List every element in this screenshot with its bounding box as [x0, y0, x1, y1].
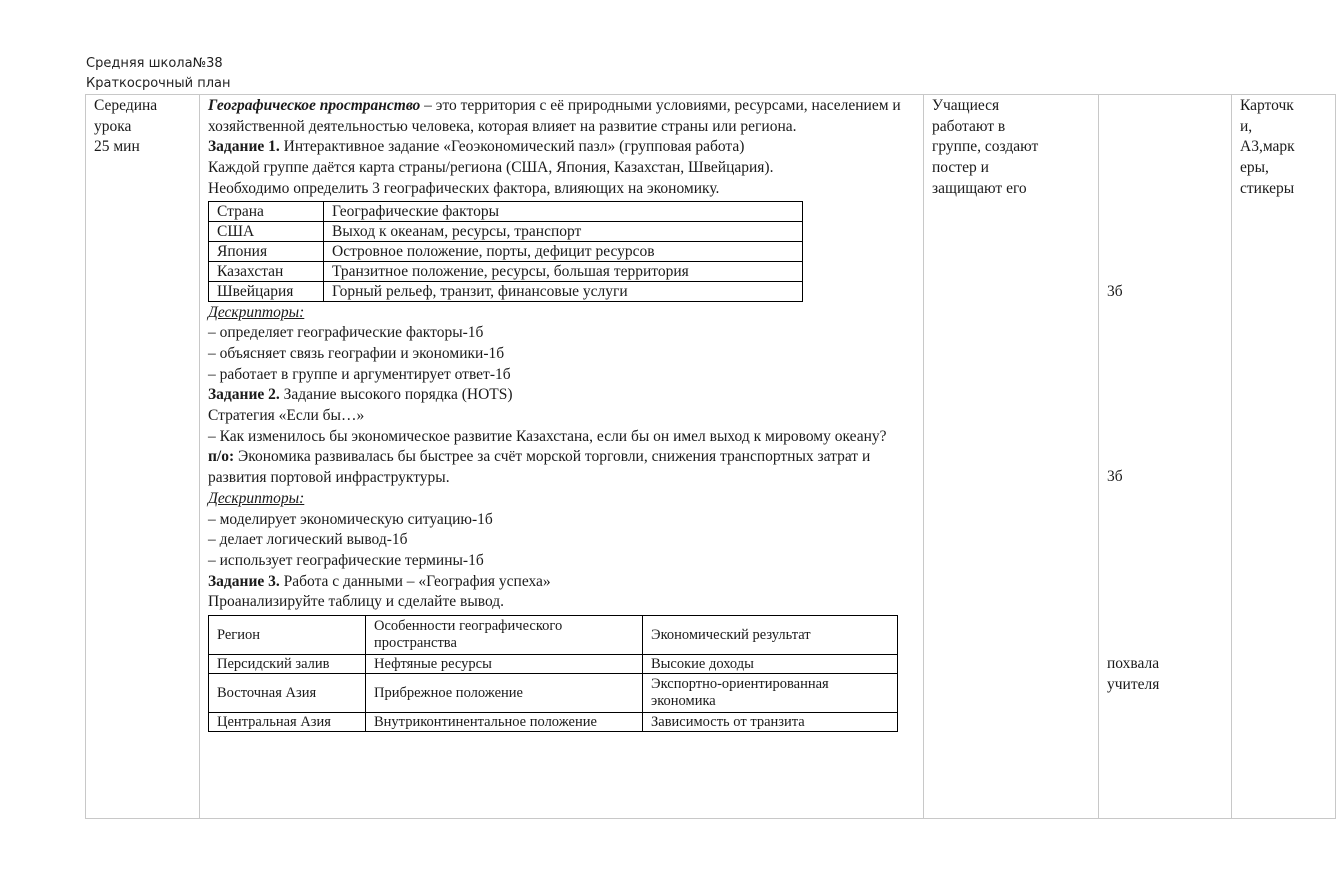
table-cell: Зависимость от транзита — [643, 713, 898, 732]
answer-label: п/о: — [208, 448, 235, 466]
task1-title: Интерактивное задание «Геоэкономический пазл» (групповая работа) — [279, 138, 745, 156]
table-row — [209, 261, 803, 281]
descriptor-item: – использует географические термины-1б — [208, 551, 484, 569]
table-header-cell: Экономический результат — [643, 616, 898, 655]
task3-heading — [208, 572, 916, 593]
task2-label: Задание 2. — [208, 386, 280, 404]
descriptors-label: Дескрипторы: — [208, 303, 305, 321]
table-cell: Прибрежное положение — [366, 674, 643, 713]
plan-title: Краткосрочный план — [86, 76, 231, 91]
task2-heading — [208, 385, 916, 406]
table-cell: Швейцария — [209, 281, 324, 301]
intro-term: Географическое пространство — [208, 97, 421, 114]
table-cell: Япония — [209, 241, 324, 261]
table-header-cell: Страна — [209, 201, 324, 221]
task2-strategy: Стратегия «Если бы…» — [208, 407, 365, 425]
score-task2: 3б — [1107, 468, 1123, 485]
descriptor-item: – делает логический вывод-1б — [208, 531, 408, 549]
task1-heading — [208, 137, 916, 158]
task1-line2: Необходимо определить 3 географических фактора, влияющих на экономику. — [208, 179, 720, 197]
table-cell: США — [209, 221, 324, 241]
descriptor-item: – моделирует экономическую ситуацию-1б — [208, 510, 493, 528]
table-cell: Островное положение, порты, дефицит ресурсов — [324, 241, 803, 261]
table-row — [209, 221, 803, 241]
table-cell: Горный рельеф, транзит, финансовые услуги — [324, 281, 803, 301]
descriptor-item: – объясняет связь географии и экономики-1б — [208, 344, 505, 362]
content-cell — [200, 95, 924, 819]
intro-text: – это территория с её природными условиями, ресурсами, населением и хозяйственной деятельностью человека, которая влияет на развитие страны или региона. — [208, 97, 901, 135]
lesson-plan-table — [85, 94, 1336, 819]
table-cell: Персидский залив — [209, 655, 366, 674]
table-row — [209, 674, 898, 713]
resources-cell: Карточк и, А3,марк еры, стикеры — [1232, 95, 1336, 819]
lesson-stage-row — [86, 95, 1336, 819]
task3-title: Работа с данными – «География успеха» — [279, 572, 551, 590]
task2-question: – Как изменилось бы экономическое развитие Казахстана, если бы он имел выход к мировому океану? — [208, 427, 887, 445]
table-header-row — [209, 201, 803, 221]
school-name: Средняя школа№38 — [86, 56, 223, 71]
task1-label: Задание 1. — [208, 138, 280, 156]
table-cell: Внутриконтинентальное положение — [366, 713, 643, 732]
table-row — [209, 655, 898, 674]
table-cell: Центральная Азия — [209, 713, 366, 732]
answer-text: Экономика развивалась бы быстрее за счёт морской торговли, снижения транспортных затрат и развития портовой инфраструктуры. — [208, 448, 871, 487]
stage-cell: Середина урока 25 мин — [86, 95, 200, 819]
table-cell: Транзитное положение, ресурсы, большая территория — [324, 261, 803, 281]
descriptors-label: Дескрипторы: — [208, 489, 305, 507]
task2-answer — [208, 447, 916, 488]
regions-table — [208, 615, 898, 732]
table-cell: Казахстан — [209, 261, 324, 281]
table-header-row — [209, 616, 898, 655]
task2-title: Задание высокого порядка (HOTS) — [279, 386, 513, 404]
task3-label: Задание 3. — [208, 572, 280, 590]
table-cell: Высокие доходы — [643, 655, 898, 674]
intro-paragraph — [208, 96, 916, 137]
task1-line1: Каждой группе даётся карта страны/региона (США, Япония, Казахстан, Швейцария). — [208, 159, 774, 177]
table-row — [209, 241, 803, 261]
table-header-cell: Регион — [209, 616, 366, 655]
table-cell: Экспортно-ориентированная экономика — [643, 674, 898, 713]
table-cell: Нефтяные ресурсы — [366, 655, 643, 674]
score-task3: похвала учителя — [1107, 655, 1160, 693]
table-row — [209, 713, 898, 732]
descriptor-item: – работает в группе и аргументирует ответ-1б — [208, 365, 511, 383]
task3-line: Проанализируйте таблицу и сделайте вывод. — [208, 593, 505, 611]
countries-factors-table — [208, 201, 803, 302]
assessment-cell — [1099, 95, 1232, 819]
table-cell: Восточная Азия — [209, 674, 366, 713]
score-task1: 3б — [1107, 283, 1123, 300]
table-header-cell: Географические факторы — [324, 201, 803, 221]
table-cell: Выход к океанам, ресурсы, транспорт — [324, 221, 803, 241]
students-activity-cell: Учащиеся работают в группе, создают постер и защищают его — [924, 95, 1099, 819]
descriptor-item: – определяет географические факторы-1б — [208, 324, 484, 342]
table-row — [209, 281, 803, 301]
document-header — [86, 54, 230, 94]
table-header-cell: Особенности географического пространства — [366, 616, 643, 655]
